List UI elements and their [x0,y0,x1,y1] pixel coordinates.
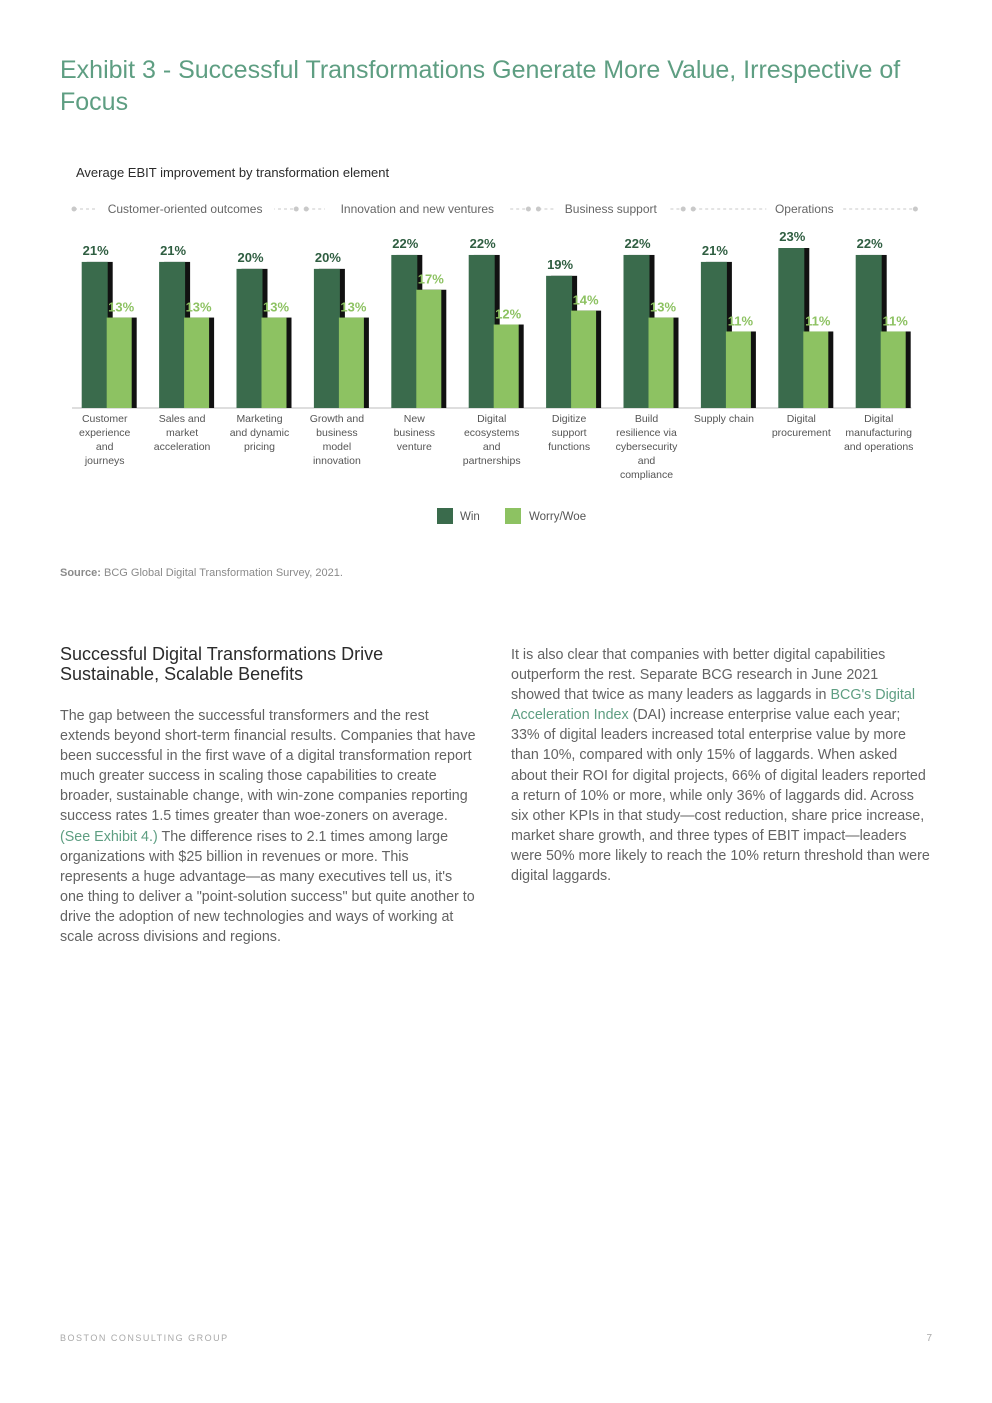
category-label: market [166,427,199,439]
page-number: 7 [926,1333,932,1344]
category-label: pricing [244,441,275,453]
data-label-worry-woe: 13% [340,299,367,315]
category-label: Digital [864,413,894,425]
bar-worry-woe [339,318,364,408]
bar-win [856,255,882,408]
data-label-win: 21% [82,242,109,258]
data-label-win: 21% [701,242,728,258]
category-label: Build [634,413,659,425]
category-label: and [482,441,501,453]
group-label: Innovation and new ventures [340,202,495,216]
bar-worry-woe [881,331,906,408]
category-label: and dynamic [229,427,290,439]
category-label: innovation [312,455,361,467]
bar-worry-woe [571,311,596,408]
data-label-win: 20% [314,249,341,265]
section-heading: Successful Digital Transformations Drive Sustainable, Scalable Benefits [60,644,384,684]
bar-win [778,248,804,408]
source-text: BCG Global Digital Transformation Survey, 2021. [104,567,343,579]
category-label: business [316,427,358,439]
category-label: acceleration [153,441,211,453]
chart-subtitle: Average EBIT improvement by transformation element [76,165,390,180]
legend-label-worry-woe: Worry/Woe [529,511,587,523]
group-label: Customer-oriented outcomes [107,202,263,216]
source-label: Source: [60,567,101,579]
legend-swatch-worry-woe [505,508,521,524]
bar-win [237,269,263,408]
data-label-worry-woe: 14% [572,292,599,308]
category-label: support [551,427,587,439]
category-label: Sales and [158,413,206,425]
bar-worry-woe [649,318,674,408]
data-label-worry-woe: 13% [185,299,212,315]
data-label-win: 23% [779,229,806,244]
bar-win [314,269,340,408]
bar-worry-woe [803,331,828,408]
group-line-endpoint [294,207,299,212]
category-label: and [637,455,656,467]
category-label: Growth and [309,413,365,425]
dai-link[interactable]: BCG's Digital Acceleration Index [511,687,916,724]
category-label: Marketing [236,413,283,425]
body-right-text-2: (DAI) increase enterprise value each year; 33% of digital leaders increased total enterprise value by more than 10%, compared with only 15% of laggards. When asked about their ROI for digital projects, 66% of digital leaders reported a return of 10% or more, while only 36% of laggards did. Across six other KPIs in that study—cost reduction, share price increase, market share growth, and three types of EBIT impact—leaders were 50% more likely to reach the 10% return threshold than were digital laggards. [511,707,930,885]
category-label: compliance [619,469,674,481]
data-label-worry-woe: 11% [805,313,831,329]
bar-worry-woe [107,318,132,408]
data-label-worry-woe: 13% [649,299,677,315]
data-label-win: 22% [856,235,883,251]
group-line-endpoint [913,207,918,212]
bar-win [391,255,417,408]
bar-win [469,255,495,408]
category-label: model [322,441,352,453]
group-label: Business support [564,202,657,216]
category-label: partnerships [462,455,521,467]
category-label: experience [79,427,131,439]
bar-win [82,262,108,408]
category-label: procurement [771,427,831,439]
data-label-win: 22% [392,235,419,251]
category-label: and operations [843,441,914,453]
category-label: ecosystems [463,427,520,439]
bar-worry-woe [262,318,287,408]
bar-chart [0,190,992,535]
source-note [60,567,343,579]
category-label: and [95,441,114,453]
category-label: business [393,427,436,439]
footer-company: BOSTON CONSULTING GROUP [60,1333,229,1343]
body-left-column [60,706,478,947]
data-label-win: 20% [237,249,264,265]
category-label: Supply chain [693,413,754,425]
data-label-worry-woe: 17% [417,271,444,287]
legend-label-win: Win [460,511,480,523]
category-label: journeys [84,455,125,467]
legend-swatch-win [437,508,453,524]
data-label-worry-woe: 13% [262,299,290,315]
group-label: Operations [774,202,834,216]
group-line-endpoint [72,207,77,212]
group-line-endpoint [681,207,686,212]
category-label: manufacturing [845,427,912,439]
bar-worry-woe [494,325,519,408]
group-line-endpoint [526,207,531,212]
bar-win [701,262,727,408]
category-label: venture [396,441,432,453]
group-line-endpoint [536,207,541,212]
data-label-worry-woe: 12% [495,306,522,322]
category-label: Digital [477,413,507,425]
data-label-worry-woe: 11% [882,313,908,329]
category-label: New [403,413,425,425]
bar-worry-woe [184,318,209,408]
data-label-worry-woe: 11% [727,313,754,329]
category-label: Digitize [551,413,587,425]
bar-win [546,276,572,408]
group-line-endpoint [691,207,696,212]
exhibit-title: Exhibit 3 - Successful Transformations Generate More Value, Irrespective of Focus [60,56,901,116]
data-label-win: 22% [469,235,496,251]
category-label: functions [548,441,591,453]
exhibit-4-link[interactable]: (See Exhibit 4.) [60,828,158,845]
bar-win [624,255,650,408]
body-left-text-1: The gap between the successful transformers and the rest extends beyond short-term financial results. Companies that have been successful in the first wave of a digital transformation report much greater success in scaling those capabilities to create broader, sustainable change, with win-zone companies reporting success rates 1.5 times greater than woe-zoners on average. [60,708,476,825]
category-label: cybersecurity [615,441,678,453]
bar-worry-woe [726,331,751,408]
category-label: Customer [81,413,128,425]
category-label: Digital [786,413,816,425]
data-label-win: 19% [547,256,574,272]
bar-worry-woe [416,290,441,408]
data-label-win: 21% [160,242,187,258]
category-label: resilience via [616,427,677,439]
data-label-worry-woe: 13% [108,299,135,315]
body-left-text-2: The difference rises to 2.1 times among large organizations with $25 billion in revenues or more. This represents a huge advantage—as many executives tell us, it's one thing to deliver a "point-solution success" but quite another to drive the adoption of new technologies and ways of working at scale across divisions and regions. [60,828,475,946]
body-right-text-1: It is also clear that companies with better digital capabilities outperform the rest. Separate BCG research in June 2021 showed that twice as many leaders as laggards in [511,647,886,704]
body-right-column [511,645,931,886]
bar-win [159,262,185,408]
group-line-endpoint [304,207,309,212]
data-label-win: 22% [624,235,651,251]
